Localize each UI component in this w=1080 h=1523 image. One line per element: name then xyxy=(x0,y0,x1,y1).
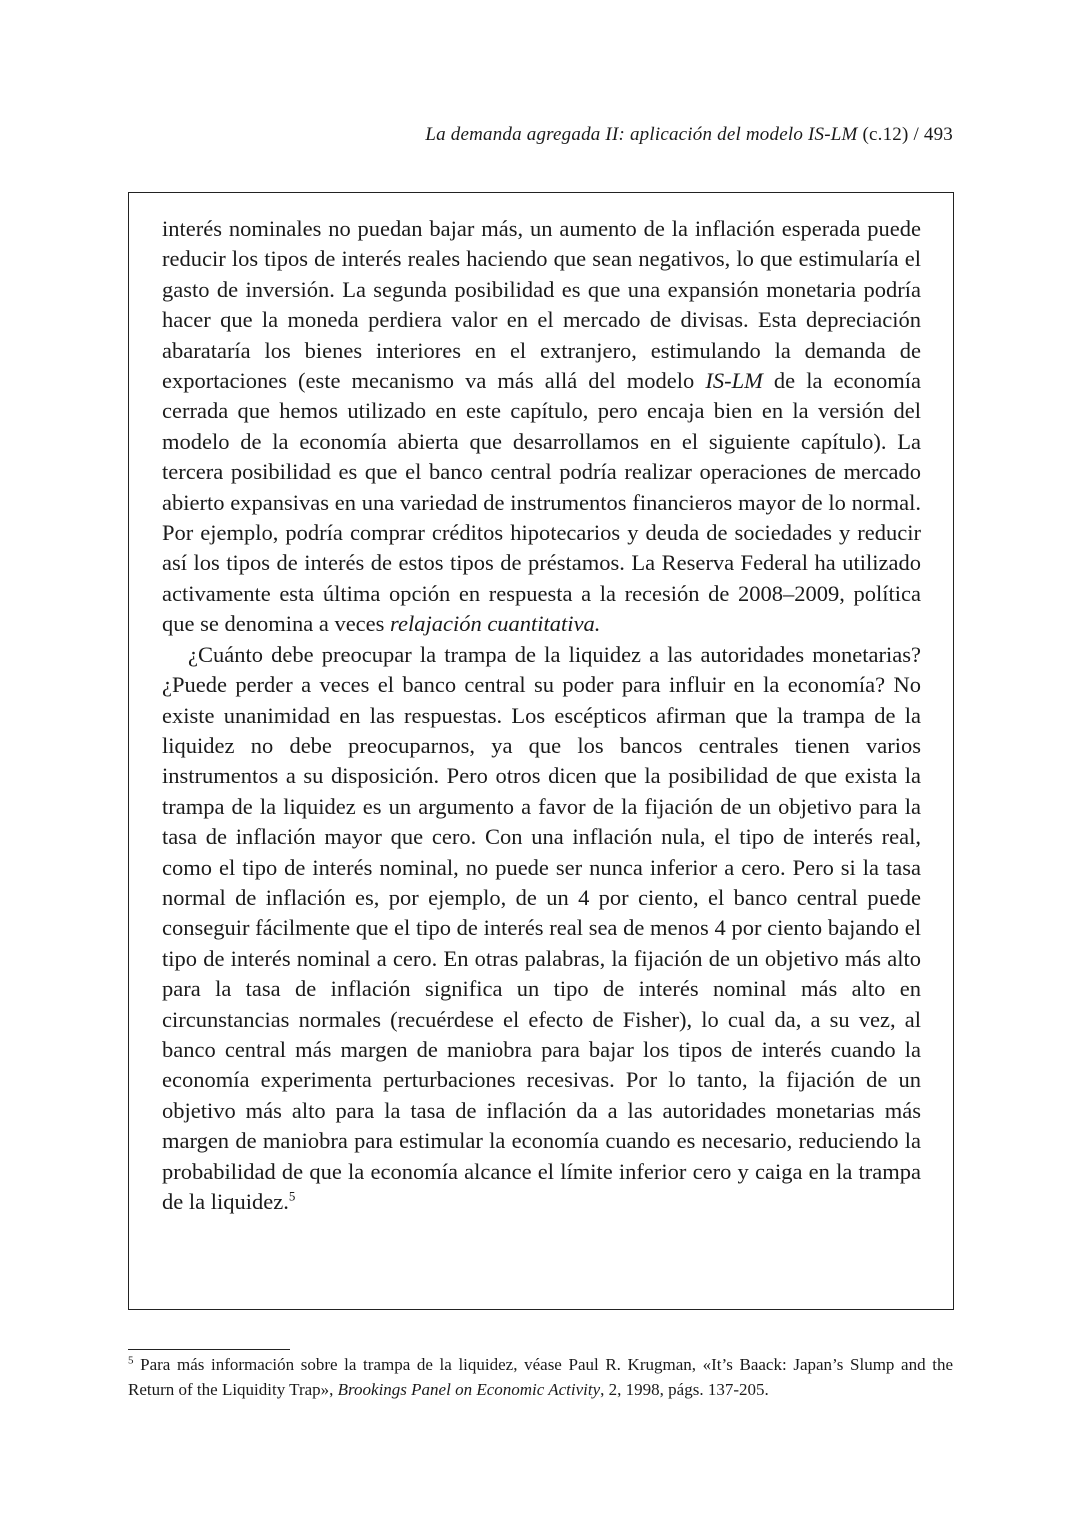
footnote-journal: Brookings Panel on Economic Activity xyxy=(337,1380,601,1399)
paragraph-2-text: ¿Cuánto debe preocupar la trampa de la liquidez a las autoridades monetarias? ¿Puede perder a veces el banco central su poder para influir en la economía? No existe unanimidad en las respuestas. Los escépticos afirman que la trampa de la liquidez no debe preocuparnos, ya que los bancos centrales tienen varios instrumentos a su disposición. Pero otros dicen que la posibilidad de que exista la trampa de la liquidez es un argumento a favor de la fijación de un objetivo para la tasa de inflación mayor que cero. Con una inflación nula, el tipo de interés real, como el tipo de interés nominal, no puede ser nunca inferior a cero. Pero si la tasa normal de inflación es, por ejemplo, de un 4 por ciento, el banco central puede conseguir fácilmente que el tipo de interés real sea de menos 4 por ciento bajando el tipo de interés nominal a cero. En otras palabras, la fijación de un objetivo más alto para la tasa de inflación significa un tipo de interés nominal más alto en circunstancias normales (recuérdese el efecto de Fisher), lo cual da, a su vez, al banco central más margen de maniobra para bajar los tipos de interés cuando la economía experimenta perturbaciones recesivas. Por lo tanto, la fijación de un objetivo más alto para la tasa de inflación da a las autoridades monetarias más margen de maniobra para estimular la economía cuando es necesario, reduciendo la probabilidad de que la economía alcance el límite inferior cero y caiga en la trampa de la liquidez. xyxy=(162,641,921,1214)
footnote xyxy=(128,1352,953,1402)
page-number: 493 xyxy=(923,124,953,145)
footnote-text-a: Para más información sobre la trampa de la liquidez, véase Paul R. Krugman, «It’s Baack: Japan’s Slump and the Return of the Liquidity Trap», xyxy=(128,1355,953,1399)
quantitative-easing-term: relajación cuantitativa. xyxy=(390,611,601,637)
box-paragraph-1 xyxy=(162,214,921,640)
running-head-chapter: (c.12) / xyxy=(857,124,924,145)
paragraph-1-text-a: interés nominales no puedan bajar más, un aumento de la inflación esperada puede reducir los tipos de interés reales haciendo que sean negativos, lo que estimularía el gasto de inversión. La segunda posibilidad es que una expansión monetaria podría hacer que la moneda perdiera valor en el mercado de divisas. Esta depreciación abarataría los bienes interiores en el extranjero, estimulando la demanda de exportaciones (este mecanismo va más allá del modelo xyxy=(162,216,921,394)
footnote-number: 5 xyxy=(128,1354,134,1367)
paragraph-1-text-b: de la economía cerrada que hemos utilizado en este capítulo, pero encaja bien en la versión del modelo de la economía abierta que desarrollamos en el siguiente capítulo). La tercera posibilidad es que el banco central podría realizar operaciones de mercado abierto expansivas en una variedad de instrumentos financieros mayor de lo normal. Por ejemplo, podría comprar créditos hipotecarios y deuda de sociedades y reducir así los tipos de interés de estos tipos de préstamos. La Reserva Federal ha utilizado activamente esta última opción en respuesta a la recesión de 2008–2009, política que se denomina a veces xyxy=(162,368,921,637)
running-head xyxy=(128,124,953,152)
footnote-rule xyxy=(128,1349,290,1350)
text-box xyxy=(128,192,954,1310)
box-paragraph-2 xyxy=(162,640,921,1218)
running-head-title: La demanda agregada II: aplicación del modelo IS-LM xyxy=(425,124,858,145)
model-name: IS-LM xyxy=(705,368,763,394)
box-body xyxy=(162,214,921,1217)
footnote-text-b: , 2, 1998, págs. 137-205. xyxy=(600,1380,769,1399)
footnote-reference[interactable]: 5 xyxy=(288,1188,296,1204)
